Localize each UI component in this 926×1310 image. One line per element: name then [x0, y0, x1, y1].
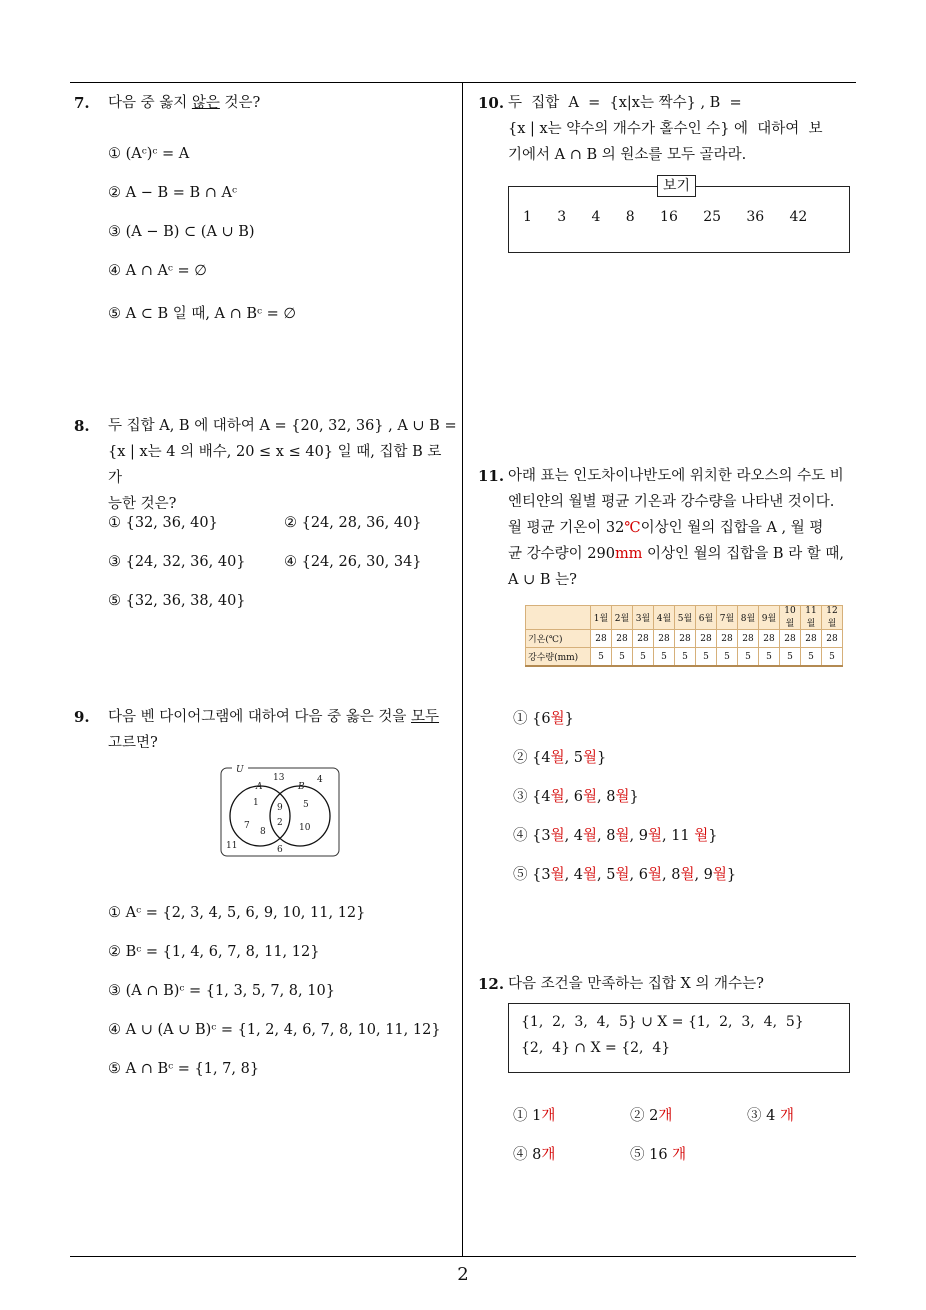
- venn-number: 11: [226, 841, 238, 851]
- q9-option-2[interactable]: ② Bᶜ = {1, 4, 6, 7, 8, 11, 12}: [108, 944, 320, 960]
- q8-option-5[interactable]: ⑤ {32, 36, 38, 40}: [108, 593, 246, 609]
- table-cell: 28: [591, 630, 612, 648]
- q8-option-3[interactable]: ③ {24, 32, 36, 40}: [108, 554, 246, 570]
- red-text: 월: [550, 711, 565, 727]
- red-text: 월: [583, 750, 598, 766]
- text-line: 아래 표는 인도차이나반도에 위치한 라오스의 수도 비: [508, 468, 844, 484]
- red-text: 개: [541, 1108, 556, 1124]
- question-text: [108, 413, 459, 517]
- text-part: ① {6: [513, 711, 551, 727]
- question-7: [74, 90, 459, 116]
- red-text: 월: [694, 828, 709, 844]
- top-rule: [70, 82, 856, 83]
- table-header-cell: 5월: [675, 606, 696, 630]
- q11-option-4[interactable]: [513, 824, 718, 845]
- condition-line-1: {1, 2, 3, 4, 5} ∪ X = {1, 2, 3, 4, 5}: [521, 1014, 804, 1030]
- red-text: 월: [615, 867, 630, 883]
- table-header-cell: 12월: [822, 606, 843, 630]
- table-cell: 5: [780, 648, 801, 667]
- table-cell: 28: [801, 630, 822, 648]
- text-part: 다음 중 옳지: [108, 95, 192, 111]
- text-line: {x | x는 4 의 배수, 20 ≤ x ≤ 40} 일 때, 집합 B 로 가: [108, 444, 442, 486]
- table-header-cell: 8월: [738, 606, 759, 630]
- venn-number: 8: [260, 827, 266, 837]
- table-cell: 28: [675, 630, 696, 648]
- table-header-cell: 3월: [633, 606, 654, 630]
- table-cell: 28: [738, 630, 759, 648]
- red-text: 월: [615, 789, 630, 805]
- question-number: 9.: [74, 708, 90, 726]
- table-cell: 28: [759, 630, 780, 648]
- table-cell: 5: [759, 648, 780, 667]
- red-text: 월: [647, 867, 662, 883]
- example-box-content: 1 3 4 8 16 25 36 42: [523, 209, 808, 225]
- table-cell: 28: [633, 630, 654, 648]
- universe-label: U: [236, 765, 244, 775]
- q7-option-1[interactable]: ① (Aᶜ)ᶜ = A: [108, 146, 190, 162]
- text-part: ④ 8: [513, 1147, 542, 1163]
- question-text: [108, 90, 459, 116]
- question-number: 11.: [478, 467, 505, 485]
- text-part: 이상인 월의 집합을 B 라 할 때,: [642, 546, 845, 562]
- text-line: [508, 515, 863, 541]
- red-text: ℃: [624, 520, 641, 536]
- question-text: 다음 조건을 만족하는 집합 X 의 개수는?: [508, 976, 764, 992]
- example-box-title: 보기: [657, 175, 696, 197]
- text-line: [508, 541, 863, 567]
- text-line: 능한 것은?: [108, 496, 177, 512]
- q9-option-3[interactable]: ③ (A ∩ B)ᶜ = {1, 3, 5, 7, 8, 10}: [108, 983, 335, 999]
- red-text: 개: [658, 1108, 673, 1124]
- table-cell: 5: [801, 648, 822, 667]
- text-part: , 4: [564, 828, 584, 844]
- text-part: ② {4: [513, 750, 551, 766]
- question-12: [478, 971, 863, 997]
- table-row: [526, 648, 843, 667]
- text-line: {x | x는 약수의 개수가 홀수인 수} 에 대하여 보: [508, 121, 823, 137]
- q12-option-2[interactable]: [630, 1104, 672, 1125]
- set-b-circle: [270, 786, 330, 846]
- q12-option-4[interactable]: [513, 1143, 555, 1164]
- table-header-cell: 11월: [801, 606, 822, 630]
- q12-option-1[interactable]: [513, 1104, 555, 1125]
- table-cell: 5: [654, 648, 675, 667]
- text-line: [108, 704, 459, 730]
- underlined-text: 모두: [411, 709, 440, 725]
- q9-option-1[interactable]: ① Aᶜ = {2, 3, 4, 5, 6, 9, 10, 11, 12}: [108, 905, 366, 921]
- underlined-text: 않은: [191, 95, 220, 111]
- text-part: , 9: [629, 828, 648, 844]
- text-part: ② 2: [630, 1108, 659, 1124]
- table-cell: 5: [738, 648, 759, 667]
- text-part: ⑤ 16: [630, 1147, 673, 1163]
- text-part: ⑤ {3: [513, 867, 551, 883]
- table-cell: 5: [696, 648, 717, 667]
- q7-option-3[interactable]: ③ (A − B) ⊂ (A ∪ B): [108, 224, 255, 240]
- q7-option-4[interactable]: ④ A ∩ Aᶜ = ∅: [108, 263, 207, 279]
- table-corner: [526, 606, 591, 630]
- venn-number: 13: [273, 773, 285, 783]
- red-text: 개: [541, 1147, 556, 1163]
- question-11: [478, 463, 863, 593]
- q11-option-3[interactable]: [513, 785, 639, 806]
- q11-option-1[interactable]: [513, 707, 574, 728]
- text-part: 이상인 월의 집합을 A , 월 평: [640, 520, 824, 536]
- table-header-row: [526, 606, 843, 630]
- text-part: , 5: [597, 867, 616, 883]
- table-header-cell: 10월: [780, 606, 801, 630]
- q11-option-5[interactable]: [513, 863, 736, 884]
- question-10: [478, 90, 863, 168]
- venn-number: 7: [244, 821, 250, 831]
- red-text: 개: [672, 1147, 687, 1163]
- table-cell: 5: [612, 648, 633, 667]
- table-cell: 28: [822, 630, 843, 648]
- red-text: 월: [583, 828, 598, 844]
- set-b-label: B: [298, 782, 305, 792]
- text-part: ③ {4: [513, 789, 551, 805]
- red-text: 월: [615, 828, 630, 844]
- red-text: 월: [550, 828, 565, 844]
- climate-table: [525, 605, 843, 667]
- q9-option-5[interactable]: ⑤ A ∩ Bᶜ = {1, 7, 8}: [108, 1061, 260, 1077]
- q8-option-1[interactable]: ① {32, 36, 40}: [108, 515, 218, 531]
- table-header-cell: 2월: [612, 606, 633, 630]
- venn-number: 4: [317, 775, 323, 785]
- red-text: 개: [779, 1108, 794, 1124]
- condition-line-2: {2, 4} ∩ X = {2, 4}: [521, 1040, 671, 1056]
- text-part: 균 강수량이 290: [508, 546, 615, 562]
- bottom-rule: [70, 1256, 856, 1257]
- text-part: , 8: [597, 828, 616, 844]
- red-text: 월: [680, 867, 695, 883]
- venn-number: 2: [277, 818, 283, 828]
- text-part: }: [629, 789, 639, 805]
- table-cell: 5: [717, 648, 738, 667]
- red-text: 월: [550, 867, 565, 883]
- condition-box: [508, 1003, 850, 1073]
- question-8: [74, 413, 459, 517]
- text-part: 다음 벤 다이어그램에 대하여 다음 중 옳은 것을: [108, 709, 412, 725]
- q7-option-2[interactable]: ② A − B = B ∩ Aᶜ: [108, 185, 237, 201]
- q8-option-4[interactable]: ④ {24, 26, 30, 34}: [284, 554, 422, 570]
- red-text: 월: [583, 789, 598, 805]
- table-cell: 5: [591, 648, 612, 667]
- text-part: ④ {3: [513, 828, 551, 844]
- table-header-cell: 7월: [717, 606, 738, 630]
- table-header-cell: 1월: [591, 606, 612, 630]
- venn-number: 5: [303, 800, 309, 810]
- question-number: 10.: [478, 94, 505, 112]
- table-cell: 28: [717, 630, 738, 648]
- venn-diagram: [220, 764, 342, 860]
- text-part: , 9: [694, 867, 713, 883]
- table-cell: 5: [633, 648, 654, 667]
- q12-option-5[interactable]: [630, 1143, 686, 1164]
- question-number: 8.: [74, 417, 90, 435]
- text-part: ③ 4: [747, 1108, 780, 1124]
- venn-number: 9: [277, 803, 283, 813]
- q7-option-5[interactable]: ⑤ A ⊂ B 일 때, A ∩ Bᶜ = ∅: [108, 306, 297, 322]
- red-text: 월: [712, 867, 727, 883]
- text-part: , 8: [661, 867, 681, 883]
- text-part: }: [597, 750, 607, 766]
- table-header-cell: 4월: [654, 606, 675, 630]
- red-text: 월: [583, 867, 598, 883]
- text-part: }: [726, 867, 737, 883]
- set-a-circle: [230, 786, 290, 846]
- text-part: , 4: [564, 867, 584, 883]
- table-cell: 5: [822, 648, 843, 667]
- text-part: , 6: [629, 867, 648, 883]
- venn-number: 10: [299, 823, 311, 833]
- column-divider: [462, 82, 463, 1257]
- text-line: 고르면?: [108, 735, 158, 751]
- q9-option-4[interactable]: ④ A ∪ (A ∪ B)ᶜ = {1, 2, 4, 6, 7, 8, 10, 11, 12}: [108, 1022, 441, 1038]
- question-number: 12.: [478, 975, 505, 993]
- text-part: }: [564, 711, 574, 727]
- table-header-cell: 9월: [759, 606, 780, 630]
- example-box: [508, 178, 850, 253]
- question-9: [74, 704, 459, 756]
- red-text: 월: [550, 750, 565, 766]
- red-text: 월: [647, 828, 662, 844]
- set-a-label: A: [256, 782, 263, 792]
- table-cell: 28: [612, 630, 633, 648]
- table-cell: 5: [675, 648, 696, 667]
- text-line: 엔티얀의 월별 평균 기온과 강수량을 나타낸 것이다.: [508, 494, 835, 510]
- text-line: 두 집합 A = {x|x는 짝수} , B =: [508, 95, 742, 111]
- table-row-label: 기온(℃): [526, 630, 591, 648]
- text-part: , 8: [597, 789, 616, 805]
- question-text: [508, 463, 863, 593]
- venn-number: 1: [253, 798, 259, 808]
- question-number: 7.: [74, 94, 90, 112]
- text-part: 것은?: [219, 95, 261, 111]
- table-cell: 28: [654, 630, 675, 648]
- page-number: 2: [457, 1264, 469, 1285]
- text-line: 두 집합 A, B 에 대하여 A = {20, 32, 36} , A ∪ B =: [108, 418, 457, 434]
- venn-number: 6: [277, 845, 283, 855]
- text-part: , 11: [661, 828, 695, 844]
- table-cell: 28: [780, 630, 801, 648]
- text-line: 기에서 A ∩ B 의 원소를 모두 골라라.: [508, 147, 747, 163]
- table-header-cell: 6월: [696, 606, 717, 630]
- text-part: 월 평균 기온이 32: [508, 520, 625, 536]
- table-row: [526, 630, 843, 648]
- text-part: , 5: [564, 750, 584, 766]
- text-line: A ∪ B 는?: [508, 572, 577, 588]
- q11-option-2[interactable]: [513, 746, 606, 767]
- question-text: [108, 704, 459, 756]
- text-part: }: [708, 828, 718, 844]
- text-part: ① 1: [513, 1108, 542, 1124]
- table-row-label: 강수량(mm): [526, 648, 591, 667]
- q12-option-3[interactable]: [747, 1104, 794, 1125]
- question-text: [508, 90, 863, 168]
- table-cell: 28: [696, 630, 717, 648]
- q8-option-2[interactable]: ② {24, 28, 36, 40}: [284, 515, 422, 531]
- red-text: 월: [550, 789, 565, 805]
- text-part: , 6: [564, 789, 584, 805]
- red-text: mm: [614, 546, 643, 562]
